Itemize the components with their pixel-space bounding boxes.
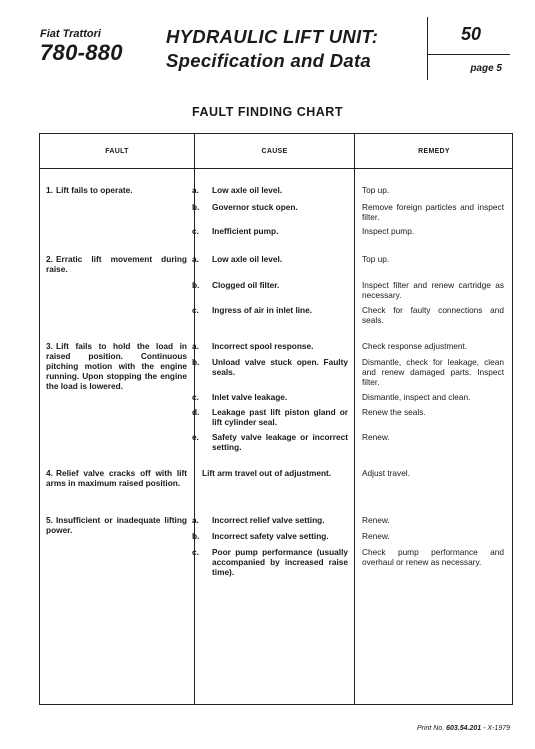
cause-item [192, 280, 348, 290]
fault-item [46, 341, 187, 391]
column-divider [194, 134, 195, 704]
fault-text: Insufficient or inadequate lifting power. [46, 515, 187, 535]
fault-number: 1. [46, 185, 53, 195]
print-separator: - [481, 725, 488, 732]
cause-item [192, 202, 348, 212]
print-number [417, 725, 510, 732]
print-label: Print No. [416, 725, 445, 732]
cause-letter: a. [192, 515, 199, 525]
fault-text: Erratic lift movement during raise. [46, 254, 187, 274]
fault-text: Lift fails to operate. [56, 185, 133, 195]
cause-item [192, 407, 348, 427]
cause-text: Unload valve stuck open. Faulty seals. [212, 357, 348, 377]
cause-text: Incorrect spool response. [212, 341, 314, 351]
fault-text: Lift fails to hold the load in raised position. Continuous pitching motion with the engine running. Upon stopping the engine the load is lowered. [46, 341, 187, 391]
cause-letter: b. [192, 280, 200, 290]
cause-text: Incorrect safety valve setting. [212, 531, 329, 541]
page-number: page 5 [470, 63, 502, 74]
fault-number: 5. [46, 515, 53, 525]
cause-letter: a. [192, 254, 199, 264]
cause-text: Safety valve leakage or incorrect setting. [212, 432, 348, 452]
remedy-item: Top up. [362, 254, 390, 264]
print-edition: X-1979 [487, 725, 510, 732]
cause-letter: b. [192, 531, 200, 541]
remedy-item: Renew. [362, 432, 390, 442]
cause-text: Clogged oil filter. [212, 280, 280, 290]
chart-title: FAULT FINDING CHART [192, 105, 343, 119]
brand-name: Fiat Trattori [40, 28, 101, 40]
cause-item [192, 226, 348, 236]
cause-item [192, 515, 348, 525]
model-number: 780-880 [40, 40, 123, 65]
cause-item [192, 305, 348, 315]
title-line-2: Specification and Data [166, 50, 372, 71]
fault-item [46, 515, 187, 535]
cause-text: Inefficient pump. [212, 226, 279, 236]
cause-letter: c. [192, 392, 199, 402]
cause-item [192, 357, 348, 377]
cause-text: Low axle oil level. [212, 254, 283, 264]
remedy-item: Adjust travel. [362, 468, 410, 478]
header-divider [40, 168, 512, 169]
cause-item [192, 392, 348, 402]
remedy-item: Inspect pump. [362, 226, 415, 236]
cause-letter: b. [192, 357, 200, 367]
fault-text: Relief valve cracks off with lift arms in maximum raised position. [46, 468, 187, 488]
remedy-item: Dismantle, check for leakage, clean and renew damaged parts. Inspect filter. [362, 357, 504, 387]
header-remedy: REMEDY [418, 148, 450, 155]
cause-text: Incorrect relief valve setting. [212, 515, 325, 525]
fault-item [46, 185, 187, 195]
cause-letter: a. [192, 185, 199, 195]
cause-item [192, 432, 348, 452]
fault-number: 2. [46, 254, 53, 264]
cause-item [202, 468, 348, 478]
title-line-1: HYDRAULIC LIFT UNIT: [166, 26, 379, 47]
cause-text: Ingress of air in inlet line. [212, 305, 313, 315]
remedy-item: Dismantle, inspect and clean. [362, 392, 471, 402]
remedy-item: Remove foreign particles and inspect filter. [362, 202, 504, 222]
remedy-item: Check pump performance and overhaul or renew as necessary. [362, 547, 504, 567]
cause-text: Low axle oil level. [212, 185, 283, 195]
remedy-item: Check for faulty connections and seals. [362, 305, 504, 325]
print-code: 603.54.201 [446, 725, 482, 732]
remedy-item: Top up. [362, 185, 390, 195]
column-divider [354, 134, 355, 704]
cause-letter: c. [192, 226, 199, 236]
cause-item [192, 547, 348, 577]
cause-letter: a. [192, 341, 199, 351]
fault-finding-table [39, 133, 513, 705]
cause-item [192, 185, 348, 195]
page-title [166, 26, 426, 72]
cause-text: Lift arm travel out of adjustment. [202, 468, 332, 478]
fault-item [46, 468, 187, 488]
cause-text: Leakage past lift piston gland or lift cylinder seal. [212, 407, 348, 427]
cause-item [192, 531, 348, 541]
cause-text: Poor pump performance (usually accompanied by increased raise time). [212, 547, 348, 577]
cause-text: Governor stuck open. [212, 202, 298, 212]
section-number: 50 [460, 24, 482, 44]
cause-text: Inlet valve leakage. [212, 392, 288, 402]
cause-letter: c. [192, 547, 199, 557]
fault-number: 4. [46, 468, 53, 478]
cause-letter: e. [192, 432, 199, 442]
header-fault: FAULT [105, 148, 129, 155]
remedy-item: Renew. [362, 531, 390, 541]
brand-block [40, 28, 152, 65]
remedy-item: Renew the seals. [362, 407, 426, 417]
cause-item [192, 254, 348, 264]
cause-letter: d. [192, 407, 200, 417]
remedy-item: Check response adjustment. [362, 341, 468, 351]
cause-letter: b. [192, 202, 200, 212]
fault-number: 3. [46, 341, 53, 351]
header-horizontal-rule [428, 54, 510, 55]
cause-item [192, 341, 348, 351]
header-cause: CAUSE [261, 148, 288, 155]
remedy-item: Renew. [362, 515, 390, 525]
remedy-item: Inspect filter and renew cartridge as necessary. [362, 280, 504, 300]
cause-letter: c. [192, 305, 199, 315]
fault-item [46, 254, 187, 274]
